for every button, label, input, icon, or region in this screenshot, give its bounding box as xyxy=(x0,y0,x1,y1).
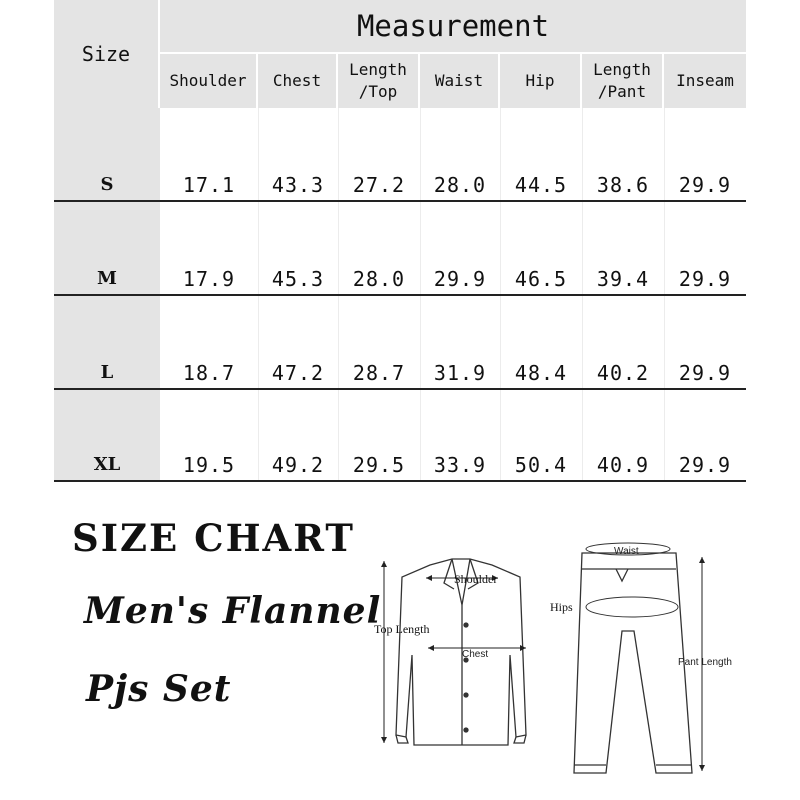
table-cell: 29.9 xyxy=(678,453,732,477)
row-divider xyxy=(54,480,746,482)
table-cell: 28.0 xyxy=(352,267,406,291)
chest-measure xyxy=(428,645,526,660)
table-cell: 48.4 xyxy=(514,361,568,385)
size-cell-l: L xyxy=(54,296,160,388)
column-header-waist: Waist xyxy=(420,54,500,108)
table-cell: 29.5 xyxy=(352,453,406,477)
table-cell: 29.9 xyxy=(433,267,487,291)
table-cell: 27.2 xyxy=(352,173,406,197)
hips-measure xyxy=(550,597,678,617)
table-cell: 50.4 xyxy=(514,453,568,477)
shoulder-label: Shoulder xyxy=(454,572,498,586)
size-cell-m: M xyxy=(54,202,160,294)
size-chart-title: SIZE CHART xyxy=(72,516,355,560)
pajama-diagram xyxy=(370,535,740,795)
table-cell: 31.9 xyxy=(433,361,487,385)
table-cell: 47.2 xyxy=(271,361,325,385)
product-name-line-1: Men's Flannel xyxy=(84,590,382,632)
size-table xyxy=(54,0,746,482)
product-name-line-2: Pjs Set xyxy=(86,668,232,710)
table-cell: 17.1 xyxy=(182,173,236,197)
table-cell: 29.9 xyxy=(678,267,732,291)
hips-label: Hips xyxy=(550,600,573,614)
size-cell-s: S xyxy=(54,108,160,200)
top-length-label: Top Length xyxy=(374,622,430,636)
table-cell: 33.9 xyxy=(433,453,487,477)
waist-label: Waist xyxy=(614,546,639,557)
table-cell: 28.0 xyxy=(433,173,487,197)
waist-measure xyxy=(586,543,670,557)
table-cell: 40.2 xyxy=(596,361,650,385)
table-cell: 40.9 xyxy=(596,453,650,477)
table-cell: 38.6 xyxy=(596,173,650,197)
column-header-inseam: Inseam xyxy=(664,54,746,108)
table-cell: 17.9 xyxy=(182,267,236,291)
shirt-illustration xyxy=(396,559,526,745)
column-header-chest: Chest xyxy=(258,54,338,108)
chest-label: Chest xyxy=(462,649,489,660)
table-cell: 43.3 xyxy=(271,173,325,197)
table-cell: 46.5 xyxy=(514,267,568,291)
table-cell: 45.3 xyxy=(271,267,325,291)
table-cell: 39.4 xyxy=(596,267,650,291)
table-cell: 19.5 xyxy=(182,453,236,477)
column-header-length-top: Length /Top xyxy=(338,54,420,108)
table-cell: 29.9 xyxy=(678,173,732,197)
table-cell: 49.2 xyxy=(271,453,325,477)
table-cell: 44.5 xyxy=(514,173,568,197)
pant-length-label: Pant Length xyxy=(678,657,732,668)
pants-illustration xyxy=(574,553,692,773)
measurement-header: Measurement xyxy=(160,0,746,54)
table-cell: 29.9 xyxy=(678,361,732,385)
size-header: Size xyxy=(54,0,160,108)
size-cell-xl: XL xyxy=(54,390,160,480)
column-header-length-pant: Length /Pant xyxy=(582,54,664,108)
table-cell: 18.7 xyxy=(182,361,236,385)
column-header-hip: Hip xyxy=(500,54,582,108)
shoulder-measure xyxy=(426,572,498,586)
table-cell: 28.7 xyxy=(352,361,406,385)
pant-length-measure xyxy=(678,557,732,771)
column-header-shoulder: Shoulder xyxy=(160,54,258,108)
